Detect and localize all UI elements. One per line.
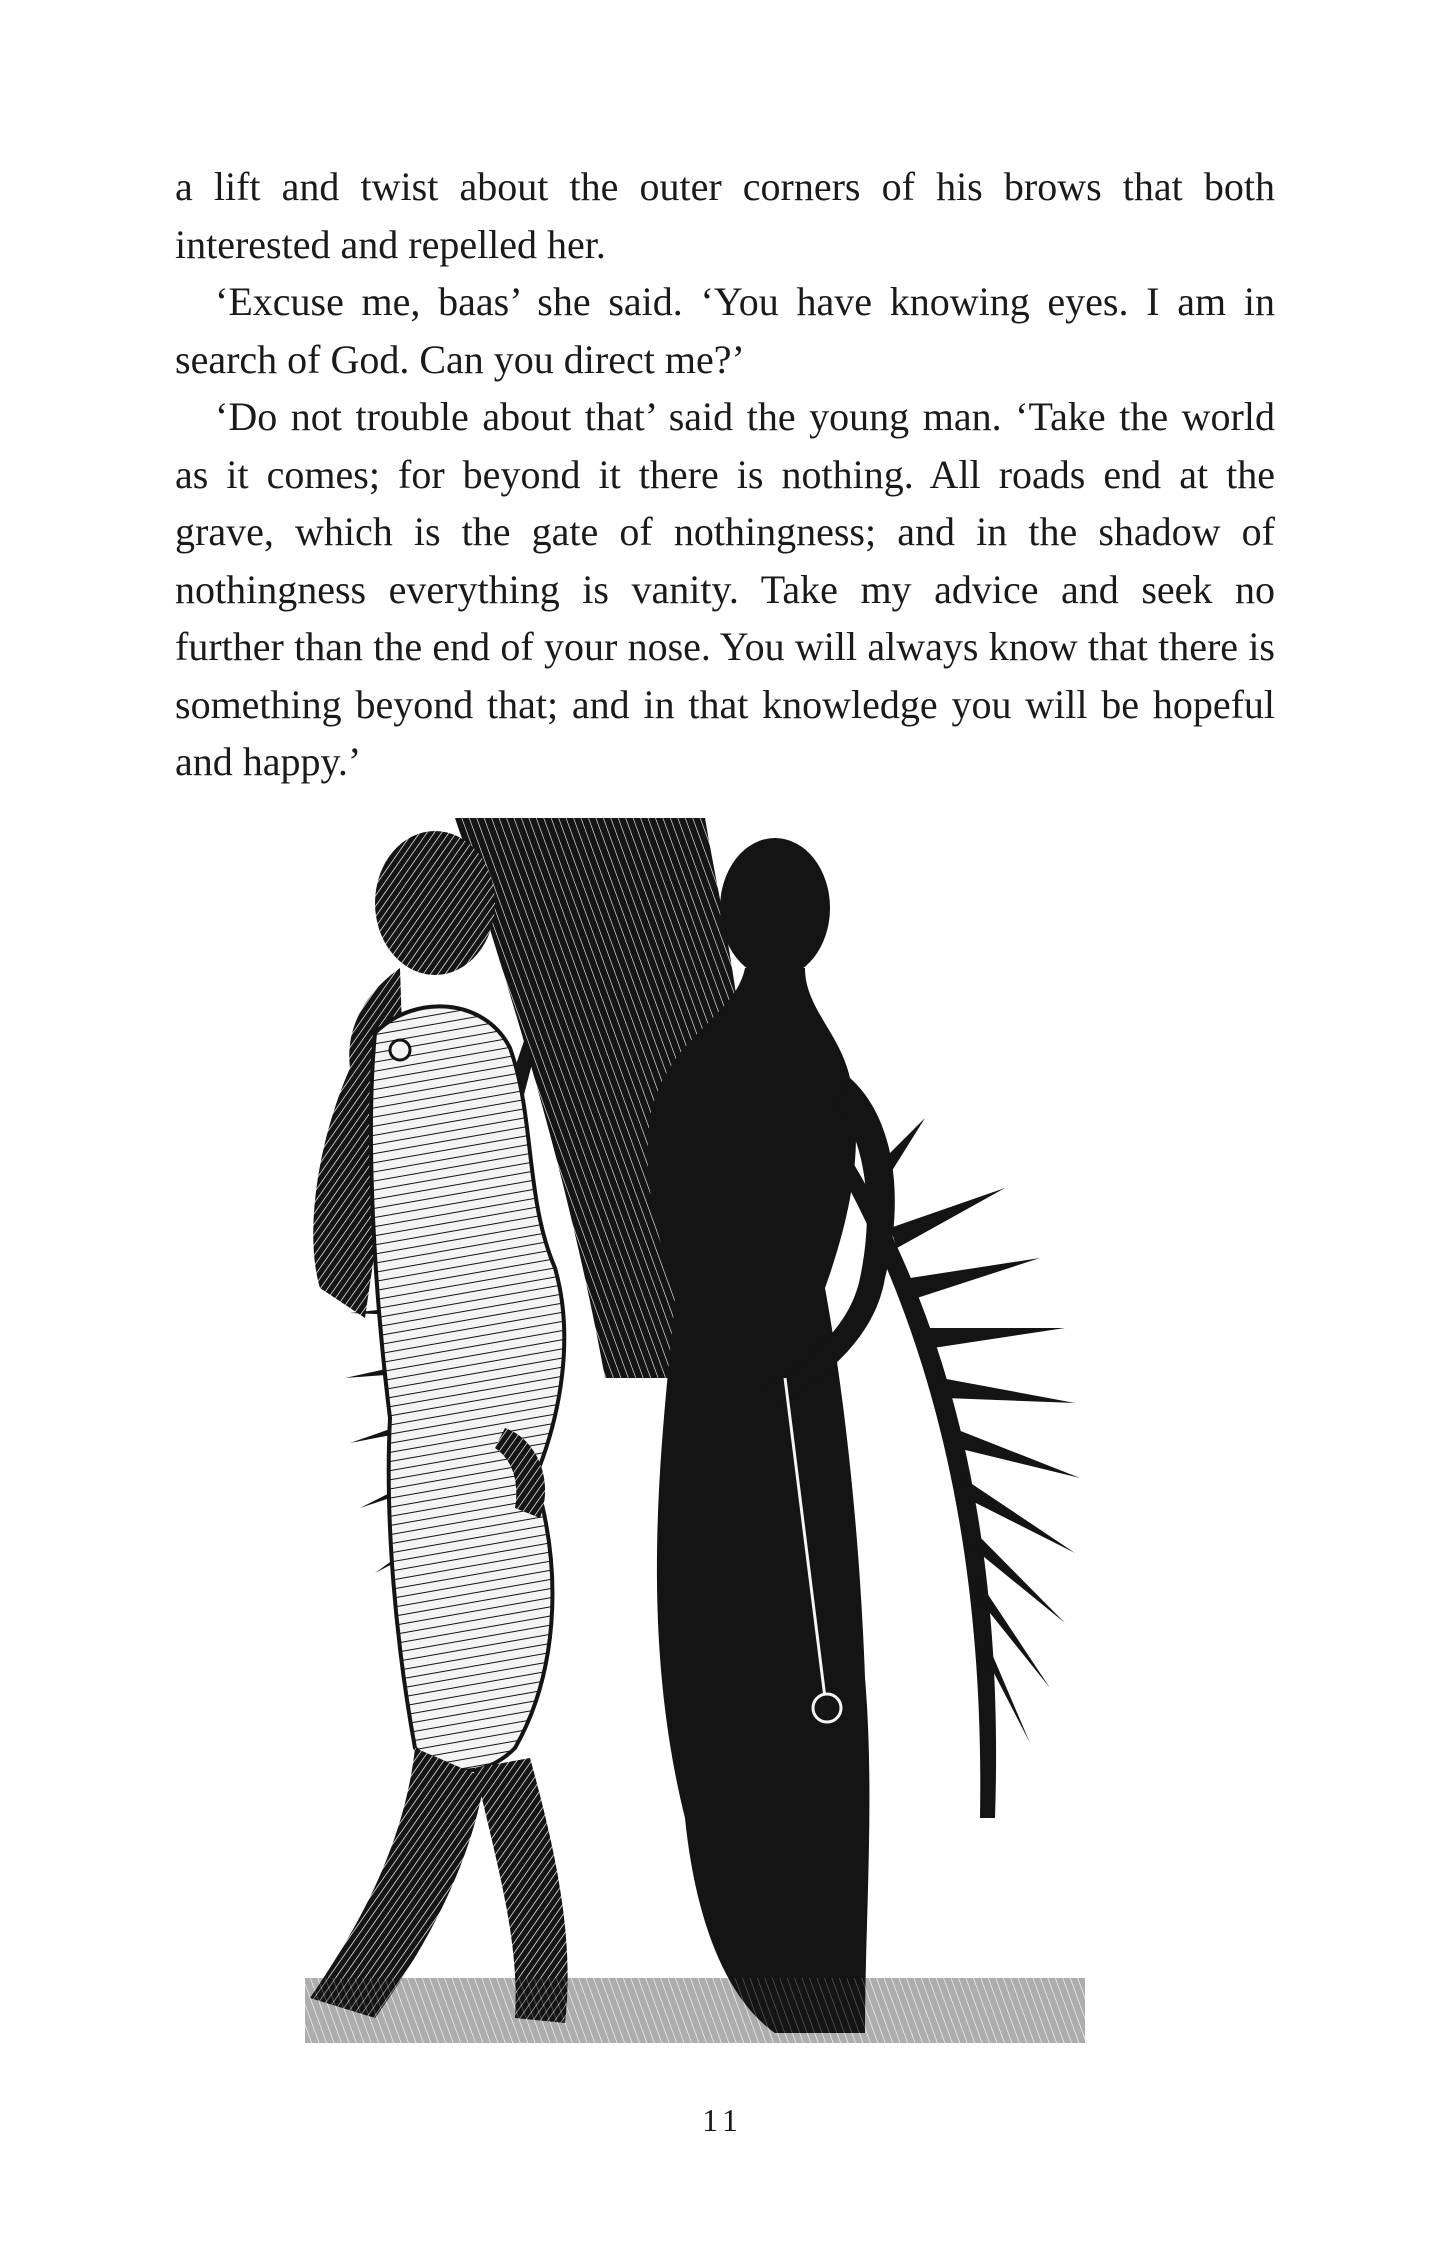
paragraph-2: ‘Excuse me, baas’ she said. ‘You have knowing eyes. I am in search of God. Can you direct me?’ xyxy=(175,279,1275,382)
page-number: 11 xyxy=(702,2102,743,2138)
engraving-illustration xyxy=(305,818,1085,2043)
ground-hatching xyxy=(305,1978,1085,2043)
paragraph-3: ‘Do not trouble about that’ said the young man. ‘Take the world as it comes; for beyond it there is nothing. All roads end at the grave, which is the gate of nothingness; and in the shadow of nothingness everything is vanity. Take my advice and seek no further than the end of your nose. You will always know that there is something beyond that; and in that knowledge you will be hopeful and happy.’ xyxy=(175,394,1275,784)
body-text xyxy=(175,158,1275,791)
paragraph-1: a lift and twist about the outer corners of his brows that both interested and repelled her. xyxy=(175,164,1275,267)
